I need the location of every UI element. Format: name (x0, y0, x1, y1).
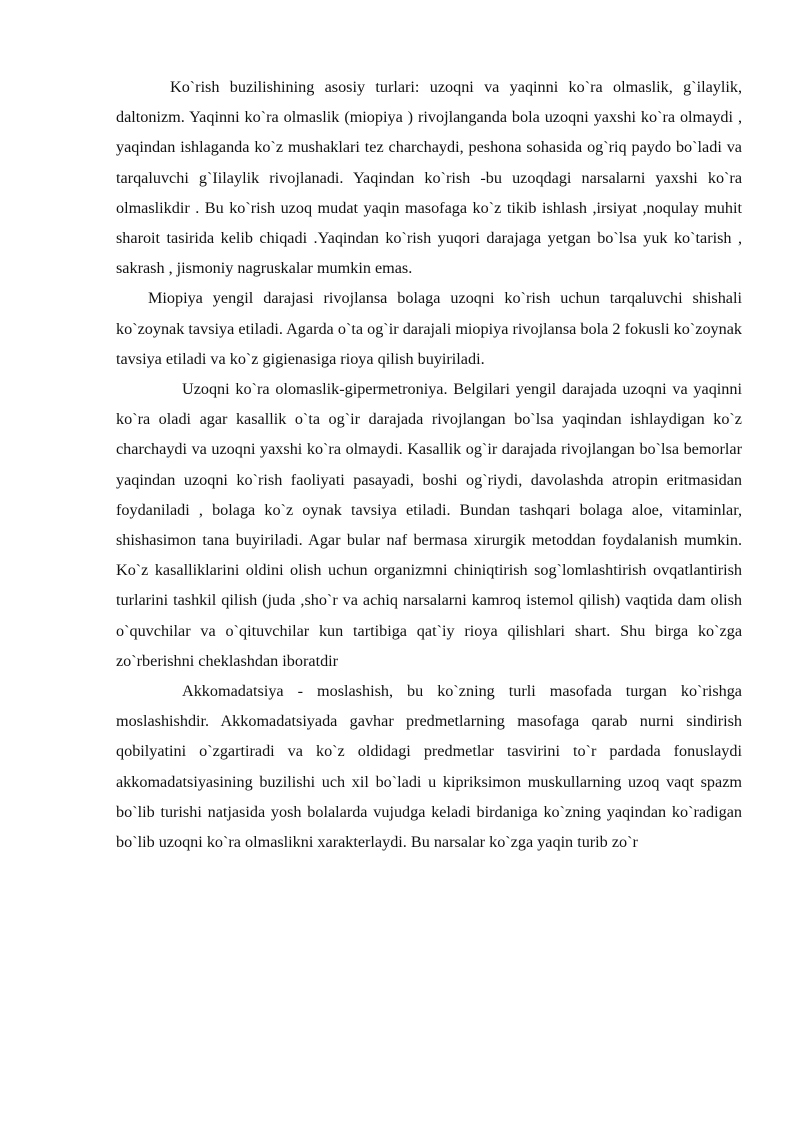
paragraph-hypermetropia: Uzoqni ko`ra olomaslik-gipermetroniya. Belgilari yengil darajada uzoqni va yaqinni ko`ra oladi agar kasallik o`ta og`ir darajada rivojlangan bo`lsa yaqindan ishlaydigan ko`z charchaydi va uzoqni yaxshi ko`ra olmaydi. Kasallik og`ir darajada rivojlangan bo`lsa bemorlar yaqindan uzoqni ko`rish faoliyati pasayadi, boshi og`riydi, davolashda atropin eritmasidan foydaniladi , bolaga ko`z oynak tavsiya etiladi. Bundan tashqari bolaga aloe, vitaminlar, shishasimon tana buyiriladi. Agar bular naf bermasa xirurgik metoddan foydalanish mumkin. Ko`z kasalliklarini oldini olish uchun organizmni chiniqtirish sog`lomlashtirish ovqatlantirish turlarini tashkil qilish (juda ,sho`r va achiq narsalarni kamroq istemol qilish) vaqtida dam olish o`quvchilar va o`qituvchilar kun tartibiga qat`iy rioya qilishlari shart. Shu birga ko`zga zo`rberishni cheklashdan iboratdir (116, 380, 742, 670)
paragraph-myopia-treatment: Miopiya yengil darajasi rivojlansa bolaga uzoqni ko`rish uchun tarqaluvchi shishali ko`zoynak tavsiya etiladi. Agarda o`ta og`ir darajali miopiya rivojlansa bola 2 fokusli ko`zoynak tavsiya etiladi va ko`z gigienasiga rioya qilish buyiriladi. (116, 289, 742, 368)
paragraph-vision-disorders: Ko`rish buzilishining asosiy turlari: uzoqni va yaqinni ko`ra olmaslik, g`ilaylik, daltonizm. Yaqinni ko`ra olmaslik (miopiya ) rivojlanganda bola uzoqni yaxshi ko`ra olmaydi , yaqindan ishlaganda ko`z mushaklari tez charchaydi, peshona sohasida og`riq paydo bo`ladi va tarqaluvchi g`Iilaylik rivojlanadi. Yaqindan ko`rish -bu uzoqdagi narsalarni yaxshi ko`ra olmaslikdir . Bu ko`rish uzoq mudat yaqin masofaga ko`z tikib ishlash ,irsiyat ,noqulay muhit sharoit tasirida kelib chiqadi .Yaqindan ko`rish yuqori darajaga yetgan bo`lsa yuk ko`tarish , sakrash , jismoniy nagruskalar mumkin emas. (116, 78, 742, 278)
document-page (116, 72, 742, 857)
paragraph-accommodation: Akkomadatsiya - moslashish, bu ko`zning turli masofada turgan ko`rishga moslashishdir. Akkomadatsiyada gavhar predmetlarning masofaga qarab nurni sindirish qobilyatini o`zgartiradi va ko`z oldidagi predmetlar tasvirini to`r pardada fonuslaydi akkomadatsiyasining buzilishi uch xil bo`ladi u kipriksimon muskullarning uzoq vaqt spazm bo`lib turishi natjasida yosh bolalarda vujudga keladi birdaniga ko`zning yaqindan ko`radigan bo`lib uzoqni ko`ra olmaslikni xarakterlaydi. Bu narsalar ko`zga yaqin turib zo`r (116, 682, 742, 852)
